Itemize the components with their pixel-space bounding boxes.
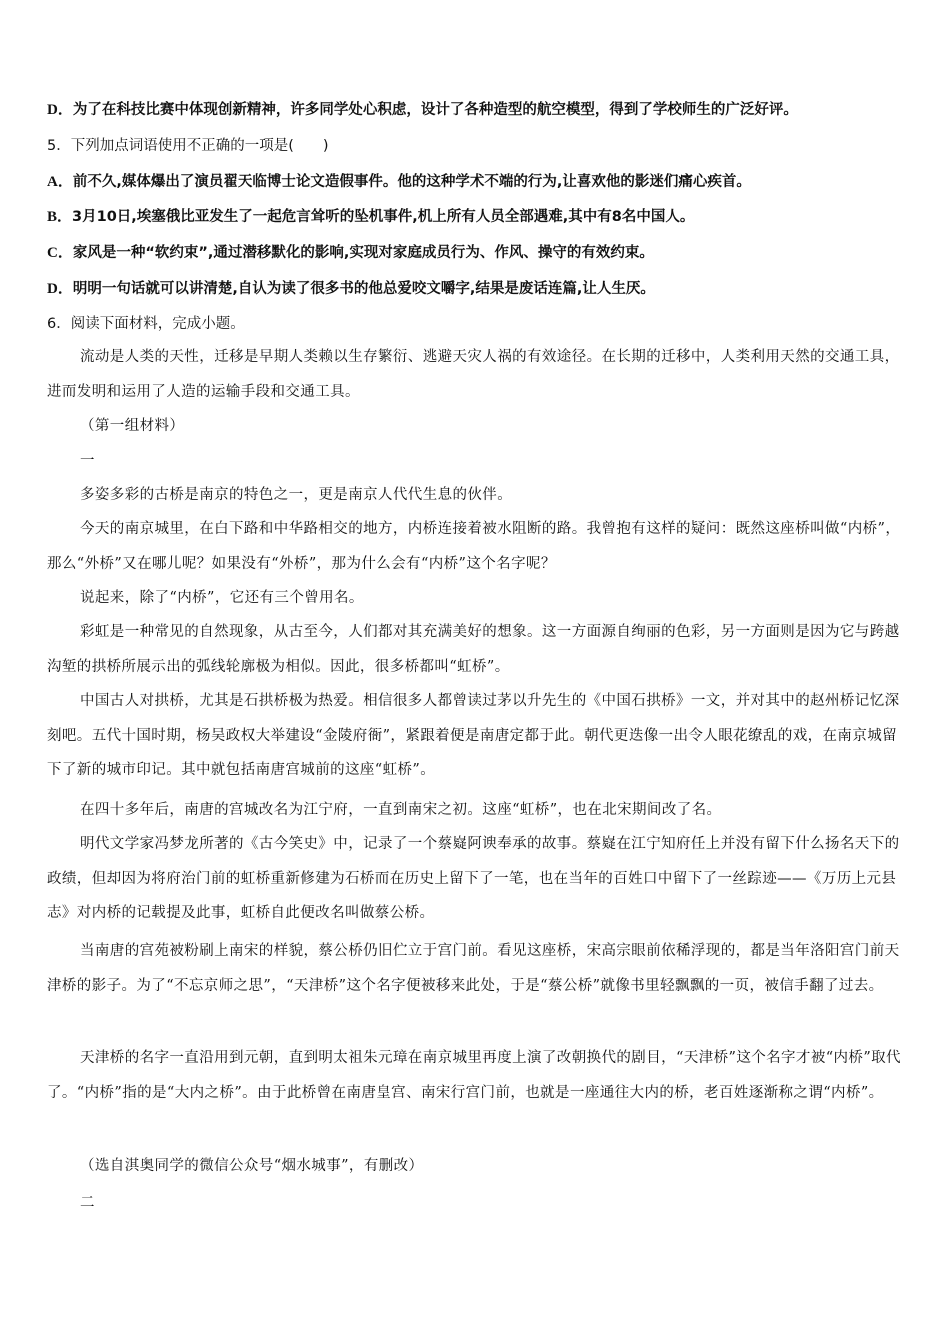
- paragraph: 当南唐的宫苑被粉刷上南宋的样貌，蔡公桥仍旧伫立于宫门前。看见这座桥，宋高宗眼前依稀浮现的，都是当年洛阳宫门前天津桥的影子。为了“不忘京师之思”，“天津桥”这个名字便被移来此处，于是“蔡公桥”就像书里轻飘飘的一页，被信手翻了过去。: [47, 943, 900, 994]
- source-note: （选自淇奥同学的微信公众号“烟水城事”，有删改）: [80, 1158, 424, 1174]
- section-heading-one: 一: [80, 453, 95, 469]
- paragraph: 彩虹是一种常见的自然现象，从古至今，人们都对其充满美好的想象。这一方面源自绚丽的色彩，另一方面则是因为它与跨越沟堑的拱桥所展示出的弧线轮廓极为相似。因此，很多桥都叫“虹桥”。: [47, 624, 900, 675]
- option-text: 明明一句话就可以讲清楚,自认为读了很多书的他总爱咬文嚼字,结果是废话连篇,让人生厌。: [72, 281, 655, 297]
- option-letter: C．: [47, 245, 73, 261]
- q5-option-d: [47, 279, 910, 299]
- option-letter: D．: [47, 102, 73, 118]
- paragraph: 多姿多彩的古桥是南京的特色之一，更是南京人代代生息的伙伴。: [80, 487, 513, 503]
- option-text: 为了在科技比赛中体现创新精神，许多同学处心积虑，设计了各种造型的航空模型，得到了学校师生的广泛好评。: [72, 102, 798, 118]
- q5-option-a: [47, 172, 910, 192]
- option-letter: A．: [47, 174, 73, 190]
- option-text: 家风是一种“软约束”,通过潜移默化的影响,实现对家庭成员行为、作风、操守的有效约束。: [72, 245, 654, 261]
- q5-option-c: [47, 243, 910, 263]
- q5-stem: 5．下列加点词语使用不正确的一项是( ): [47, 138, 329, 154]
- paragraph: 天津桥的名字一直沿用到元朝，直到明太祖朱元璋在南京城里再度上演了改朝换代的剧目，“天津桥”这个名字才被“内桥”取代了。“内桥”指的是“大内之桥”。由于此桥曾在南唐皇宫、南宋行宫门前，也就是一座通往大内的桥，老百姓逐渐称之谓“内桥”。: [47, 1050, 901, 1101]
- option-text: 3月10日,埃塞俄比亚发生了一起危言耸听的坠机事件,机上所有人员全部遇难,其中有8名中国人。: [72, 209, 695, 225]
- paragraph: 今天的南京城里，在白下路和中华路相交的地方，内桥连接着被水阻断的路。我曾抱有这样的疑问：既然这座桥叫做“内桥”，那么“外桥”又在哪儿呢？如果没有“外桥”，那为什么会有“内桥”这个名字呢？: [47, 521, 901, 572]
- q6-stem: 6．阅读下面材料，完成小题。: [47, 316, 245, 332]
- option-letter: D．: [47, 281, 73, 297]
- paragraph: 明代文学家冯梦龙所著的《古今笑史》中，记录了一个蔡嶷阿谀奉承的故事。蔡嶷在江宁知府任上并没有留下什么扬名天下的政绩，但却因为将府治门前的虹桥重新修建为石桥而在历史上留下了一笔，也在当年的百姓口中留下了一丝踪迹——《万历上元县志》对内桥的记载提及此事，虹桥自此便改名叫做蔡公桥。: [47, 836, 900, 921]
- q6-intro: 流动是人类的天性，迁移是早期人类赖以生存繁衍、逃避天灾人祸的有效途径。在长期的迁移中，人类利用天然的交通工具，进而发明和运用了人造的运输手段和交通工具。: [47, 349, 900, 400]
- q5-option-b: [47, 207, 910, 227]
- paragraph: 中国古人对拱桥，尤其是石拱桥极为热爱。相信很多人都曾读过茅以升先生的《中国石拱桥》一文，并对其中的赵州桥记忆深刻吧。五代十国时期，杨吴政权大举建设“金陵府衙”，紧跟着便是南唐定都于此。朝代更迭像一出令人眼花缭乱的戏，在南京城留下了新的城市印记。其中就包括南唐宫城前的这座“虹桥”。: [47, 693, 900, 778]
- group-label: （第一组材料）: [80, 418, 185, 434]
- option-letter: B．: [47, 209, 73, 225]
- option-text: 前不久,媒体爆出了演员翟天临博士论文造假事件。他的这种学术不端的行为,让喜欢他的影迷们痛心疾首。: [72, 174, 751, 190]
- q4-option-d: [47, 100, 910, 120]
- paragraph: 在四十多年后，南唐的宫城改名为江宁府，一直到南宋之初。这座“虹桥”，也在北宋期间改了名。: [80, 802, 722, 818]
- section-heading-two: 二: [80, 1195, 95, 1211]
- paragraph: 说起来，除了“内桥”，它还有三个曾用名。: [80, 590, 364, 606]
